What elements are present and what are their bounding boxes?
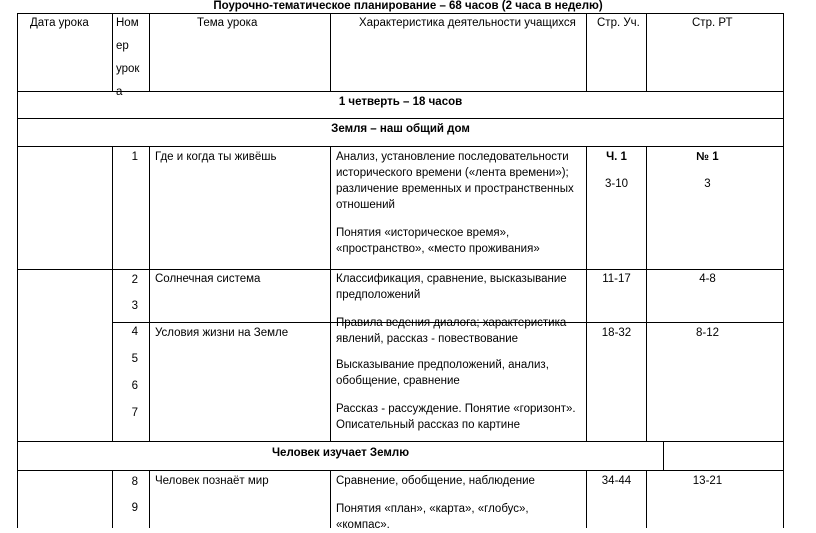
header-topic: Тема урока	[197, 17, 258, 29]
activity-paragraph: Анализ, установление последовательности исторического времени («лента времени»); различение временных и пространственных отношений	[336, 151, 574, 211]
column-divider	[330, 470, 331, 528]
section-quarter-1: 1 четверть – 18 часов	[338, 96, 463, 108]
row-divider	[17, 441, 784, 442]
workbook-pages: 13-21	[692, 475, 723, 487]
header-lesson-number-line: а	[116, 86, 123, 98]
column-divider	[330, 13, 331, 91]
lesson-activity	[336, 473, 582, 533]
lesson-number: 8	[131, 476, 138, 488]
header-lesson-number-line: ер	[116, 40, 129, 52]
header-date: Дата урока	[30, 17, 89, 29]
page-title: Поурочно-тематическое планирование – 68 часов (2 часа в неделю)	[213, 0, 603, 12]
lesson-number: 7	[131, 407, 138, 419]
activity-paragraph: Правила ведения диалога; характеристика явлений, рассказ - повествование	[336, 317, 567, 345]
activity-paragraph: Сравнение, обобщение, наблюдение	[336, 475, 535, 487]
header-lesson-number	[116, 12, 148, 104]
lesson-number: 3	[131, 300, 138, 312]
lesson-number: 4	[131, 326, 138, 338]
lesson-number: 9	[131, 502, 138, 514]
lesson-number-list	[113, 469, 138, 521]
workbook-number: № 1	[696, 151, 719, 163]
table-border-right	[783, 13, 784, 528]
textbook-part: Ч. 1	[606, 151, 627, 163]
activity-paragraph: Классификация, сравнение, высказывание предположений	[336, 273, 567, 301]
column-divider	[646, 13, 647, 91]
workbook-pages: 4-8	[699, 273, 716, 285]
lesson-number-list	[113, 267, 138, 319]
lesson-topic: Условия жизни на Земле	[155, 327, 289, 339]
lesson-topic: Человек познаёт мир	[155, 475, 269, 487]
activity-paragraph: Высказывание предположений, анализ, обобщение, сравнение	[336, 359, 549, 387]
column-divider	[149, 13, 150, 91]
lesson-number: 1	[131, 151, 138, 163]
column-divider	[149, 146, 150, 441]
column-divider	[112, 13, 113, 91]
column-divider	[330, 146, 331, 441]
column-divider	[149, 470, 150, 528]
workbook-pages: 3	[704, 178, 711, 190]
header-workbook-pages: Стр. РТ	[692, 17, 733, 29]
lesson-topic: Где и когда ты живёшь	[155, 151, 277, 163]
lesson-number: 5	[131, 353, 138, 365]
lesson-activity	[336, 357, 582, 433]
header-lesson-number-line: Ном	[116, 17, 139, 29]
row-divider	[17, 118, 784, 119]
lesson-activity	[336, 271, 582, 347]
textbook-pages: 18-32	[601, 327, 632, 339]
activity-paragraph: Понятия «план», «карта», «глобус», «компас».	[336, 503, 529, 531]
header-activity: Характеристика деятельности учащихся	[359, 17, 576, 29]
header-textbook-pages: Стр. Уч.	[597, 17, 640, 29]
activity-paragraph: Рассказ - рассуждение. Понятие «горизонт». Описательный рассказ по картине	[336, 403, 576, 431]
row-divider	[17, 146, 784, 147]
lesson-number-list	[113, 319, 138, 427]
lesson-topic: Солнечная система	[155, 273, 261, 285]
column-divider	[586, 13, 587, 91]
textbook-pages: 3-10	[604, 178, 629, 190]
textbook-pages: 11-17	[602, 273, 631, 285]
activity-paragraph: Понятия «историческое время», «пространство», «место проживания»	[336, 227, 540, 255]
header-lesson-number-line: урок	[116, 63, 140, 75]
section-man-studies-earth: Человек изучает Землю	[271, 447, 410, 459]
lesson-number: 2	[131, 274, 138, 286]
textbook-pages: 34-44	[601, 475, 632, 487]
lesson-number: 6	[131, 380, 138, 392]
lesson-activity	[336, 149, 582, 257]
column-divider	[663, 441, 664, 470]
workbook-pages: 8-12	[695, 327, 720, 339]
section-earth-home: Земля – наш общий дом	[331, 123, 470, 135]
